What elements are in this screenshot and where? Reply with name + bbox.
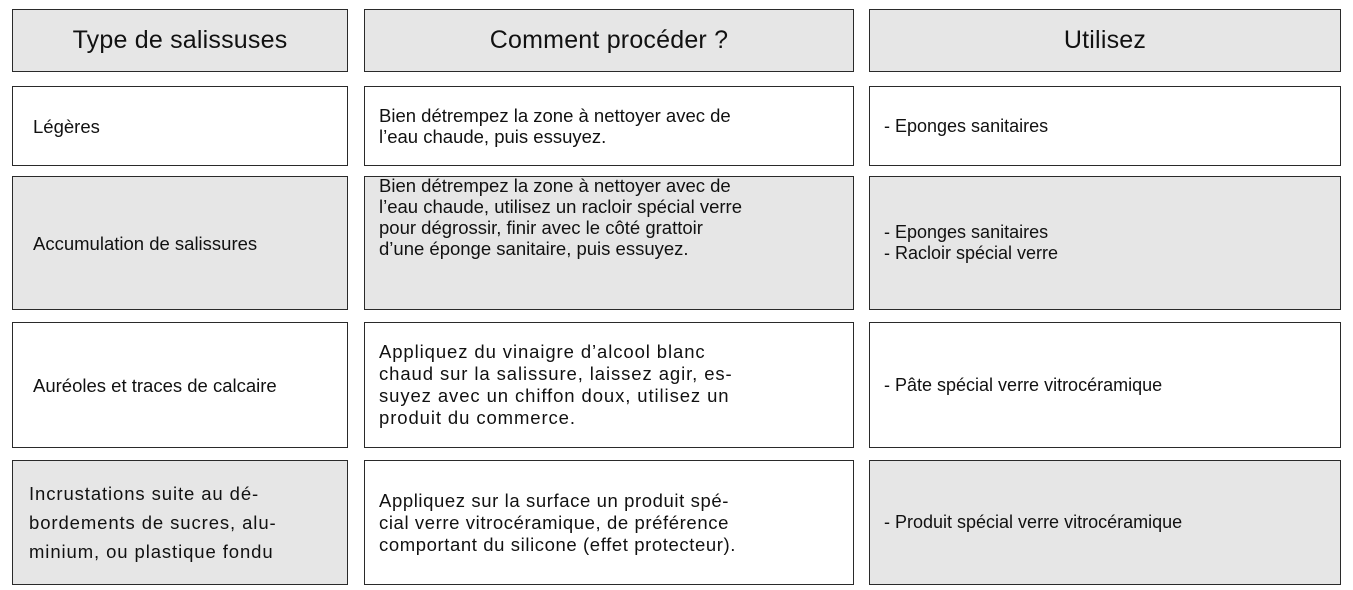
cell-text bbox=[379, 341, 733, 429]
text-line: - Produit spécial verre vitrocéramique bbox=[884, 512, 1183, 532]
text-line: - Pâte spécial verre vitrocéramique bbox=[884, 374, 1163, 395]
cell-text bbox=[379, 490, 736, 556]
text-line: Bien détrempez la zone à nettoyer avec de bbox=[379, 105, 731, 126]
cell-text bbox=[33, 375, 277, 396]
text-line: cial verre vitrocéramique, de préférence bbox=[379, 511, 729, 533]
text-line: comportant du silicone (effet protecteur). bbox=[379, 533, 736, 555]
text-line: l’eau chaude, utilisez un racloir spécial verre bbox=[379, 196, 742, 217]
header-label: Comment procéder ? bbox=[489, 26, 729, 54]
text-line: pour dégrossir, finir avec le côté grattoir bbox=[379, 217, 703, 238]
text-line: - Eponges sanitaires bbox=[884, 115, 1049, 136]
text-line: bordements de sucres, alu- bbox=[29, 512, 277, 533]
cell-text bbox=[379, 176, 742, 259]
cell-text bbox=[33, 233, 257, 254]
text-line: Appliquez du vinaigre d’alcool blanc bbox=[379, 341, 706, 362]
text-line: Incrustations suite au dé- bbox=[29, 483, 260, 504]
table-cell-type bbox=[12, 322, 348, 448]
text-line: Auréoles et traces de calcaire bbox=[33, 374, 277, 396]
table-cell-type bbox=[12, 460, 348, 585]
cell-text bbox=[33, 116, 100, 137]
table-cell-use bbox=[869, 86, 1341, 166]
header-type-de-salissuses bbox=[12, 9, 348, 72]
text-line: Appliquez sur la surface un produit spé- bbox=[379, 489, 729, 511]
text-line: - Eponges sanitaires bbox=[884, 222, 1049, 242]
header-comment-proceder bbox=[364, 9, 854, 72]
header-label: Utilisez bbox=[1063, 26, 1147, 54]
cell-text bbox=[29, 479, 277, 566]
cell-text bbox=[884, 116, 1048, 137]
cell-text bbox=[884, 512, 1182, 533]
cell-text bbox=[379, 105, 731, 147]
header-utilisez bbox=[869, 9, 1341, 72]
table-cell-method bbox=[364, 460, 854, 585]
table-cell-type bbox=[12, 176, 348, 310]
text-line: Légères bbox=[33, 115, 100, 137]
text-line: chaud sur la salissure, laissez agir, es- bbox=[379, 363, 733, 384]
table-cell-use bbox=[869, 322, 1341, 448]
table-cell-type bbox=[12, 86, 348, 166]
table-cell-method bbox=[364, 86, 854, 166]
text-line: d’une éponge sanitaire, puis essuyez. bbox=[379, 238, 689, 259]
text-line: - Racloir spécial verre bbox=[884, 243, 1059, 263]
table-cell-use bbox=[869, 176, 1341, 310]
table-cell-use bbox=[869, 460, 1341, 585]
header-label: Type de salissuses bbox=[72, 26, 288, 54]
text-line: produit du commerce. bbox=[379, 407, 576, 428]
text-line: Bien détrempez la zone à nettoyer avec de bbox=[379, 176, 731, 196]
text-line: suyez avec un chiffon doux, utilisez un bbox=[379, 385, 730, 406]
text-line: minium, ou plastique fondu bbox=[29, 541, 274, 562]
text-line: l’eau chaude, puis essuyez. bbox=[379, 126, 607, 147]
cell-text bbox=[884, 375, 1162, 396]
table-cell-method bbox=[364, 322, 854, 448]
table-cell-method bbox=[364, 176, 854, 310]
cell-text bbox=[884, 222, 1058, 264]
text-line: Accumulation de salissures bbox=[33, 232, 258, 254]
